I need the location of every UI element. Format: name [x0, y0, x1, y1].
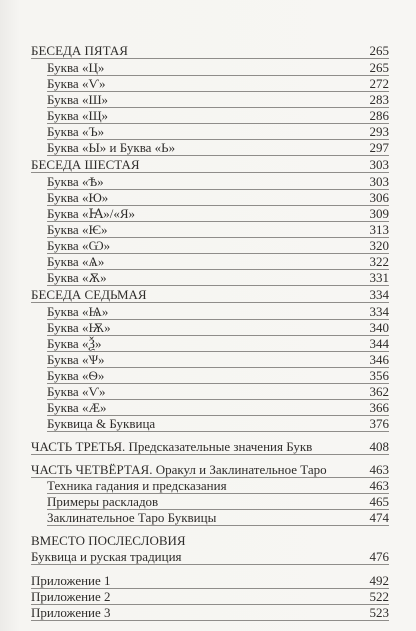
- toc-entry: [47, 416, 389, 432]
- toc-entry: [47, 124, 389, 140]
- toc-page-number: 346: [369, 352, 389, 367]
- toc-page-number: 334: [369, 304, 389, 319]
- toc-page-number: 322: [369, 254, 389, 269]
- toc-entry: [47, 206, 389, 222]
- toc-page-number: 265: [369, 43, 389, 58]
- toc-title: Буква «Ѧ»: [47, 254, 105, 269]
- toc-title: Буква «Ы» и Буква «Ь»: [47, 140, 176, 155]
- toc-entry: [47, 400, 389, 416]
- toc-title: Буква «Ѫ»: [47, 270, 107, 285]
- toc-title: Заклинательное Таро Буквицы: [47, 510, 217, 525]
- toc-entry: [31, 549, 389, 565]
- toc-part-4: [31, 462, 389, 478]
- toc-title: Буква «Ъ»: [47, 124, 105, 139]
- toc-page-number: 340: [369, 320, 389, 335]
- toc-title: Буква «Ѩ»: [47, 304, 109, 319]
- toc-page-number: 309: [369, 206, 389, 221]
- toc-title: Буква «Ш»: [47, 92, 109, 107]
- toc-page-number: 303: [369, 157, 389, 172]
- toc-page-number: 463: [369, 478, 389, 493]
- toc-title: ЧАСТЬ ТРЕТЬЯ. Предсказательные значения Букв: [31, 439, 313, 454]
- toc-page-number: 476: [369, 549, 389, 564]
- toc-part-3: [31, 439, 389, 455]
- toc-entry: [47, 270, 389, 286]
- toc-entry: [47, 140, 389, 156]
- toc-page-number: 362: [369, 384, 389, 399]
- toc-page-number: 523: [369, 605, 389, 620]
- toc-title: Буква «Ц»: [47, 60, 105, 75]
- toc-page-number: 408: [369, 439, 389, 454]
- toc-page-number: 331: [369, 270, 389, 285]
- toc-title: Буква «Ѵ»: [47, 384, 106, 399]
- toc-entry: [47, 108, 389, 124]
- toc-page-number: 303: [369, 174, 389, 189]
- toc-title: Приложение 1: [31, 573, 111, 588]
- toc-section-7: [31, 287, 389, 303]
- toc-page-number: 492: [369, 573, 389, 588]
- toc-page-number: 356: [369, 368, 389, 383]
- toc-appendix-3: [31, 605, 389, 621]
- toc-title: Буква «Ѣ»: [47, 174, 104, 189]
- toc-section-6: [31, 157, 389, 173]
- toc-title: БЕСЕДА СЕДЬМАЯ: [31, 287, 147, 302]
- toc-entry: [47, 238, 389, 254]
- toc-page-number: 286: [369, 108, 389, 123]
- toc-entry: [47, 174, 389, 190]
- toc-page-number: 465: [369, 494, 389, 509]
- toc-entry: [47, 60, 389, 76]
- toc-page-number: 283: [369, 92, 389, 107]
- toc-appendix-2: [31, 589, 389, 605]
- toc-afterword-heading: [31, 533, 389, 548]
- toc-entry: [47, 368, 389, 384]
- toc-title: ВМЕСТО ПОСЛЕСЛОВИЯ: [31, 533, 186, 548]
- toc-title: Буква «Ѯ»: [47, 336, 102, 351]
- toc-page-number: 313: [369, 222, 389, 237]
- toc-title: Буква «Ѱ»: [47, 352, 105, 367]
- toc-page-number: 293: [369, 124, 389, 139]
- toc-entry: [47, 304, 389, 320]
- toc-page-number: 474: [369, 510, 389, 525]
- toc-title: Буква «Ѡ»: [47, 238, 111, 253]
- toc-page-number: 463: [369, 462, 389, 477]
- toc-title: Буква «Ю»: [47, 190, 109, 205]
- toc-title: Буква «Ѥ»: [47, 222, 108, 237]
- toc-entry: [47, 336, 389, 352]
- toc-appendix-1: [31, 573, 389, 589]
- toc-title: Буква «Щ»: [47, 108, 109, 123]
- toc-entry: [47, 222, 389, 238]
- toc-entry: [47, 352, 389, 368]
- toc-page-number: 272: [369, 76, 389, 91]
- toc-page-number: 297: [369, 140, 389, 155]
- toc-page-number: 320: [369, 238, 389, 253]
- toc-title: Буква «Ѳ»: [47, 368, 105, 383]
- toc-page-number: 306: [369, 190, 389, 205]
- toc-title: Примеры раскладов: [47, 494, 159, 509]
- toc-page-number: 334: [369, 287, 389, 302]
- toc-title: Буква «Ӕ»: [47, 400, 107, 415]
- toc-title: Приложение 3: [31, 605, 111, 620]
- toc-entry: [47, 384, 389, 400]
- toc-page-number: 366: [369, 400, 389, 415]
- toc-entry: [47, 320, 389, 336]
- toc-title: Буквица и руская традиция: [31, 549, 182, 564]
- toc-title: ЧАСТЬ ЧЕТВЁРТАЯ. Оракул и Заклинательное Таро: [31, 462, 327, 477]
- toc-entry: [47, 478, 389, 494]
- toc-title: БЕСЕДА ШЕСТАЯ: [31, 157, 140, 172]
- toc-entry: [47, 254, 389, 270]
- toc-entry: [47, 92, 389, 108]
- toc-title: Буква «Ѭ»: [47, 320, 111, 335]
- toc-section-5: [31, 43, 389, 59]
- toc-title: Приложение 2: [31, 589, 111, 604]
- toc-title: Буква «Ѵ»: [47, 76, 106, 91]
- toc-entry: [47, 494, 389, 510]
- toc-page-number: 376: [369, 416, 389, 431]
- toc-page-number: 344: [369, 336, 389, 351]
- toc-title: Техника гадания и предсказания: [47, 478, 227, 493]
- toc-title: БЕСЕДА ПЯТАЯ: [31, 43, 128, 58]
- toc-page-number: 522: [369, 589, 389, 604]
- toc-page-number: 265: [369, 60, 389, 75]
- toc-title: Буква «Ꙗ»/«Я»: [47, 206, 136, 221]
- toc-entry: [47, 510, 389, 526]
- toc-entry: [47, 76, 389, 92]
- toc-entry: [47, 190, 389, 206]
- toc-title: Буквица & Буквица: [47, 416, 156, 431]
